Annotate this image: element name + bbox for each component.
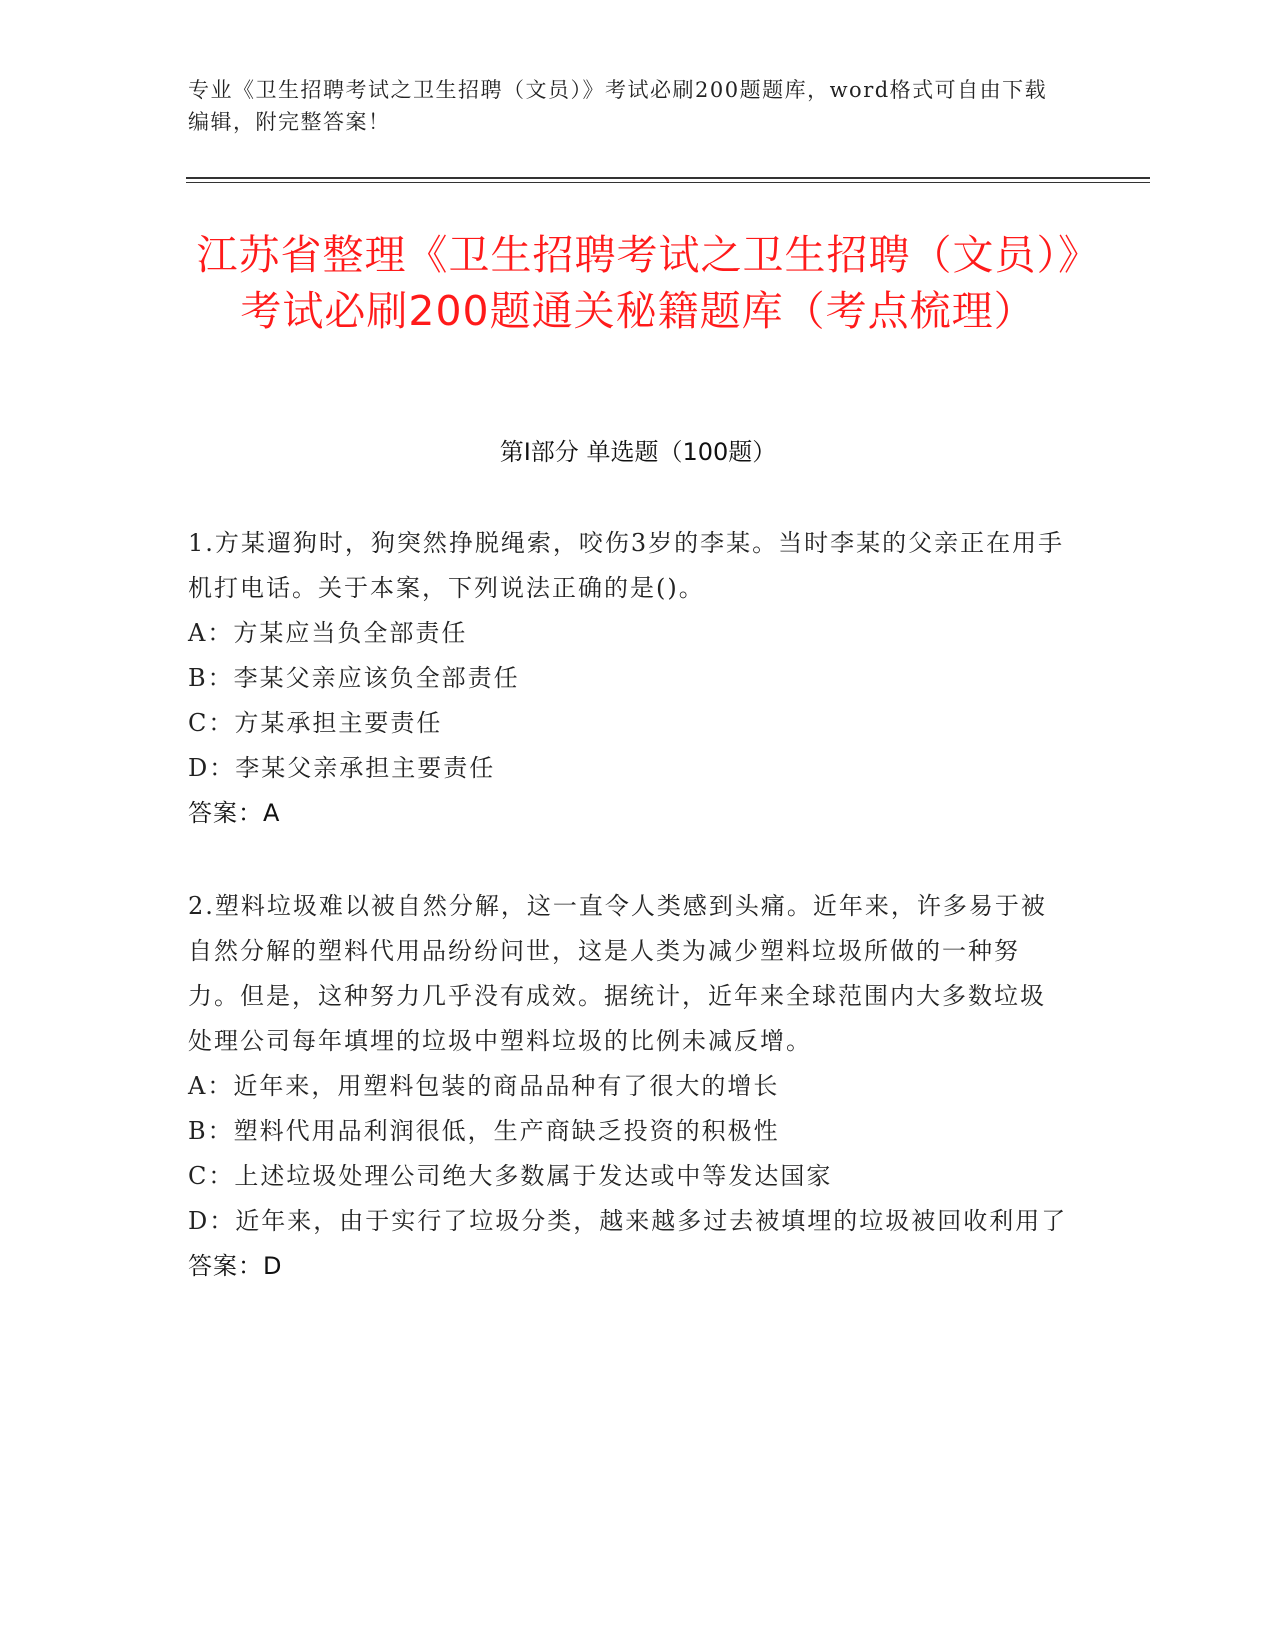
option-a: A：方某应当负全部责任 (188, 619, 468, 647)
header-divider-thin (186, 182, 1150, 183)
header-note: 专业《卫生招聘考试之卫生招聘（文员）》考试必刷200题题库，word格式可自由下载编辑，附完整答案！ (188, 78, 1048, 134)
document-title: 江苏省整理《卫生招聘考试之卫生招聘（文员）》考试必刷200题通关秘籍题库（考点梳理） (196, 231, 1080, 335)
question-stem: 2.塑料垃圾难以被自然分解，这一直令人类感到头痛。近年来，许多易于被自然分解的塑料代用品纷纷问世，这是人类为减少塑料垃圾所做的一种努力。但是，这种努力几乎没有成效。据统计，近年来全球范围内大多数垃圾处理公司每年填埋的垃圾中塑料垃圾的比例未减反增。 (188, 892, 1047, 1055)
answer: 答案：A (188, 799, 281, 827)
option-d: D：近年来，由于实行了垃圾分类，越来越多过去被填埋的垃圾被回收利用了 (188, 1207, 1068, 1235)
option-b: B：李某父亲应该负全部责任 (188, 664, 520, 692)
section-heading: 第I部分 单选题（100题） (499, 438, 777, 466)
question-stem: 1.方某遛狗时，狗突然挣脱绳索，咬伤3岁的李某。当时李某的父亲正在用手机打电话。关于本案，下列说法正确的是()。 (188, 529, 1065, 602)
answer: 答案：D (188, 1252, 283, 1280)
question-1 (188, 521, 1068, 836)
option-b: B：塑料代用品利润很低，生产商缺乏投资的积极性 (188, 1117, 780, 1145)
option-d: D：李某父亲承担主要责任 (188, 754, 496, 782)
header-divider (186, 177, 1150, 179)
option-c: C：方某承担主要责任 (188, 709, 443, 737)
option-a: A：近年来，用塑料包装的商品品种有了很大的增长 (188, 1072, 780, 1100)
question-2 (188, 884, 1068, 1289)
option-c: C：上述垃圾处理公司绝大多数属于发达或中等发达国家 (188, 1162, 833, 1190)
